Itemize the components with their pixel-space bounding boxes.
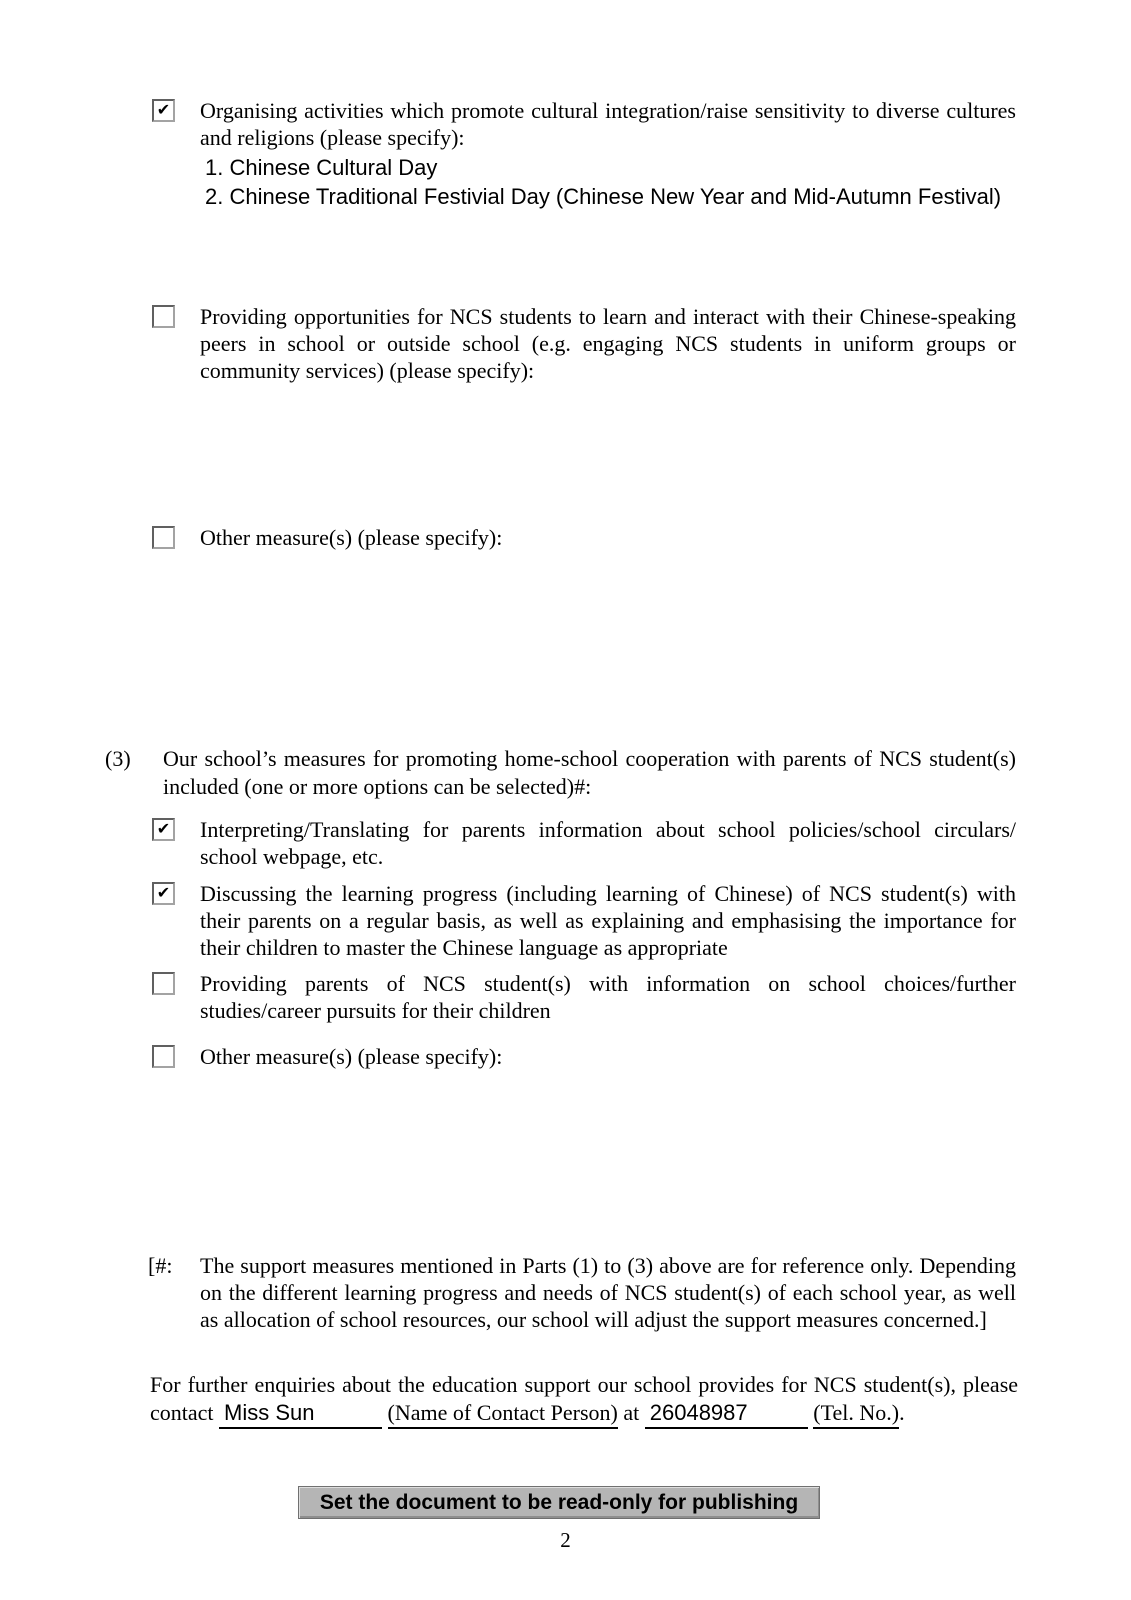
- checkbox-peer-interaction[interactable]: [152, 305, 175, 328]
- contact-name-caption: (Name of Contact Person): [388, 1399, 618, 1429]
- answer-line: 2. Chinese Traditional Festivial Day (Chinese New Year and Mid-Autumn Festival): [205, 184, 1002, 209]
- checkbox-discussing-progress[interactable]: ✔: [152, 882, 175, 905]
- checkbox-school-choices-info[interactable]: [152, 972, 175, 995]
- option-discussing-progress: [152, 880, 1016, 961]
- checkbox-interpreting-translating[interactable]: ✔: [152, 818, 175, 841]
- option-interpreting-translating: [152, 816, 1016, 870]
- tel-no-caption: (Tel. No.): [813, 1399, 899, 1429]
- footnote-text: The support measures mentioned in Parts (1) to (3) above are for reference only. Depending on the different learning progress and needs of NCS student(s) of each school year, as well as allocation of school resources, our school will adjust the support measures concerned.]: [200, 1253, 1016, 1332]
- option-cultural-activities: [152, 97, 1016, 151]
- contact-name-field[interactable]: Miss Sun: [219, 1399, 382, 1429]
- section3-heading-text: Our school’s measures for promoting home-school cooperation with parents of NCS student(s) included (one or more options can be selected)#:: [163, 746, 1016, 799]
- page-number: 2: [560, 1528, 571, 1552]
- footnote: [148, 1252, 1016, 1333]
- checkbox-other-measures-section3[interactable]: [152, 1045, 175, 1068]
- contact-at-word: at: [623, 1400, 640, 1425]
- footnote-marker: [#:: [148, 1253, 173, 1278]
- checkbox-cultural-activities[interactable]: ✔: [152, 99, 175, 122]
- contact-suffix: .: [899, 1400, 905, 1425]
- option-other-measures-section3-label: Other measure(s) (please specify):: [200, 1044, 503, 1069]
- option-other-measures-part2: [152, 524, 1016, 551]
- tel-no-field[interactable]: 26048987: [645, 1399, 808, 1429]
- option-cultural-activities-label: Organising activities which promote cultural integration/raise sensitivity to diverse cultures and religions (please specify):: [200, 98, 1016, 150]
- contact-paragraph: [150, 1371, 1018, 1429]
- answer-line: 1. Chinese Cultural Day: [205, 155, 438, 180]
- option-discussing-progress-label: Discussing the learning progress (including learning of Chinese) of NCS student(s) with their parents on a regular basis, as well as explaining and emphasising the importance for their children to master the Chinese language as appropriate: [200, 881, 1016, 960]
- option-other-measures-section3: [152, 1043, 1016, 1070]
- option-interpreting-translating-label: Interpreting/Translating for parents information about school policies/school circulars/ school webpage, etc.: [200, 817, 1016, 869]
- set-read-only-button[interactable]: Set the document to be read-only for publishing: [298, 1486, 820, 1519]
- option-school-choices-info: [152, 970, 1016, 1024]
- option-peer-interaction: [152, 303, 1016, 384]
- section3-heading: [105, 745, 1016, 801]
- option-peer-interaction-label: Providing opportunities for NCS students to learn and interact with their Chinese-speaking peers in school or outside school (e.g. engaging NCS students in uniform groups or community services) (please specify):: [200, 304, 1016, 383]
- option-other-measures-part2-label: Other measure(s) (please specify):: [200, 525, 503, 550]
- cultural-activities-answers: [205, 153, 1001, 211]
- contact-prefix: please contact: [150, 1372, 1019, 1425]
- contact-line1: For further enquiries about the education support our school provides for NCS student(s),: [150, 1372, 956, 1397]
- section3-number: (3): [105, 746, 131, 771]
- checkbox-other-measures-part2[interactable]: [152, 526, 175, 549]
- option-school-choices-info-label: Providing parents of NCS student(s) with information on school choices/further studies/career pursuits for their children: [200, 971, 1016, 1023]
